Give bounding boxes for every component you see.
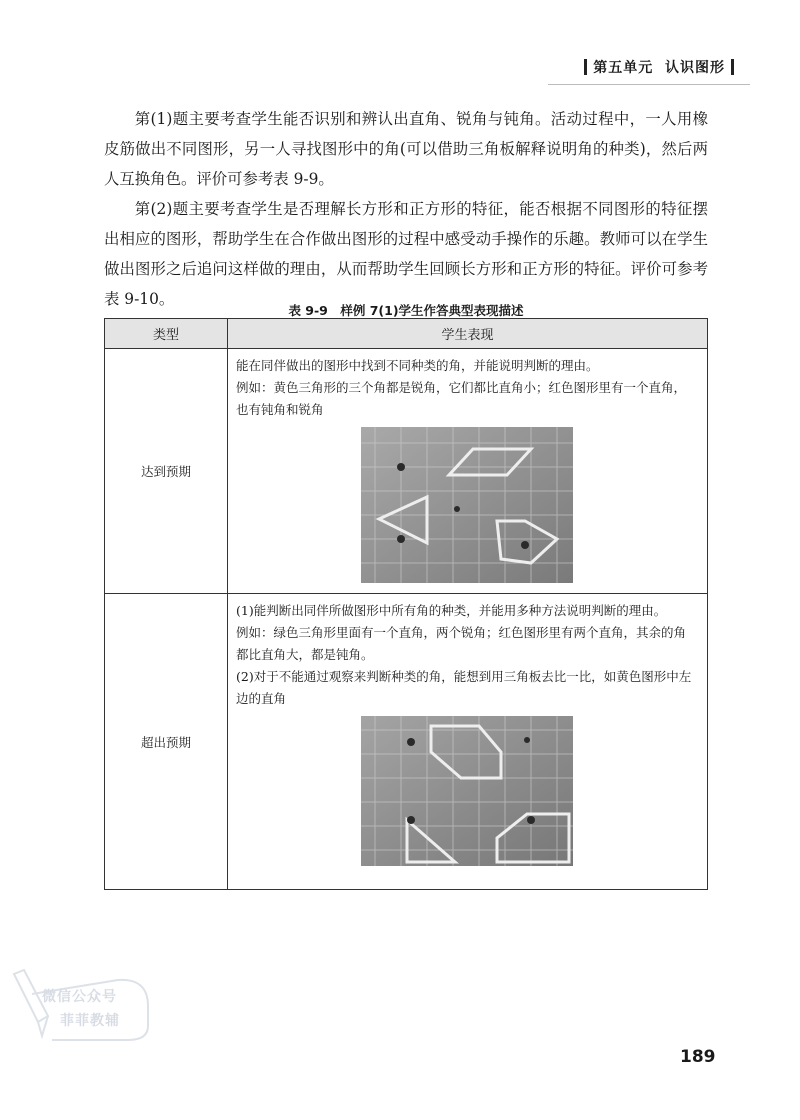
performance-line: 例如：绿色三角形里面有一个直角，两个锐角；红色图形里有两个直角，其余的角都比直角大，都是钝角。 [236, 625, 687, 662]
header-rule [548, 84, 750, 85]
row-type-cell: 达到预期 [105, 349, 228, 594]
table-header-row [105, 319, 708, 349]
geoboard-photo [361, 716, 573, 866]
row-performance-cell [228, 594, 708, 890]
page-number: 189 [680, 1047, 716, 1067]
header-title: 认识图形 [665, 60, 725, 76]
geoboard-photo [361, 427, 573, 583]
performance-line: 例如：黄色三角形的三个角都是锐角，它们都比直角小；红色图形里有一个直角，也有钝角和锐角 [236, 380, 687, 417]
header-unit: 第五单元 [593, 60, 654, 76]
table-caption: 表 9-9 样例 7(1)学生作答典型表现描述 [288, 303, 524, 318]
header-bar-right [731, 59, 734, 75]
table-row [105, 349, 708, 594]
watermark-line1: 微信公众号 [42, 989, 117, 1005]
watermark-pen-icon [8, 966, 158, 1046]
running-header [578, 57, 740, 77]
header-performance: 学生表现 [228, 319, 708, 349]
table-row [105, 594, 708, 890]
row-type-cell: 超出预期 [105, 594, 228, 890]
performance-line: (1)能判断出同伴所做图形中所有角的种类，并能用多种方法说明判断的理由。 [236, 603, 667, 618]
watermark-line2: 菲菲教辅 [60, 1013, 120, 1029]
paragraph-1: 第(1)题主要考查学生能否识别和辨认出直角、锐角与钝角。活动过程中，一人用橡皮筋做出不同图形，另一人寻找图形中的角(可以借助三角板解释说明角的种类)，然后两人互换角色。评价可参考表 9-9。 [104, 110, 708, 188]
header-bar-left [584, 59, 587, 75]
watermark [8, 966, 158, 1046]
paragraph-2: 第(2)题主要考查学生是否理解长方形和正方形的特征，能否根据不同图形的特征摆出相应的图形，帮助学生在合作做出图形的过程中感受动手操作的乐趣。教师可以在学生做出图形之后追问这样做的理由，从而帮助学生回顾长方形和正方形的特征。评价可参考表 9-10。 [104, 200, 708, 308]
performance-line: (2)对于不能通过观察来判断种类的角，能想到用三角板去比一比，如黄色图形中左边的直角 [236, 669, 692, 706]
performance-line: 能在同伴做出的图形中找到不同种类的角，并能说明判断的理由。 [236, 358, 599, 373]
row-performance-cell [228, 349, 708, 594]
evaluation-table [104, 318, 708, 890]
header-type: 类型 [105, 319, 228, 349]
